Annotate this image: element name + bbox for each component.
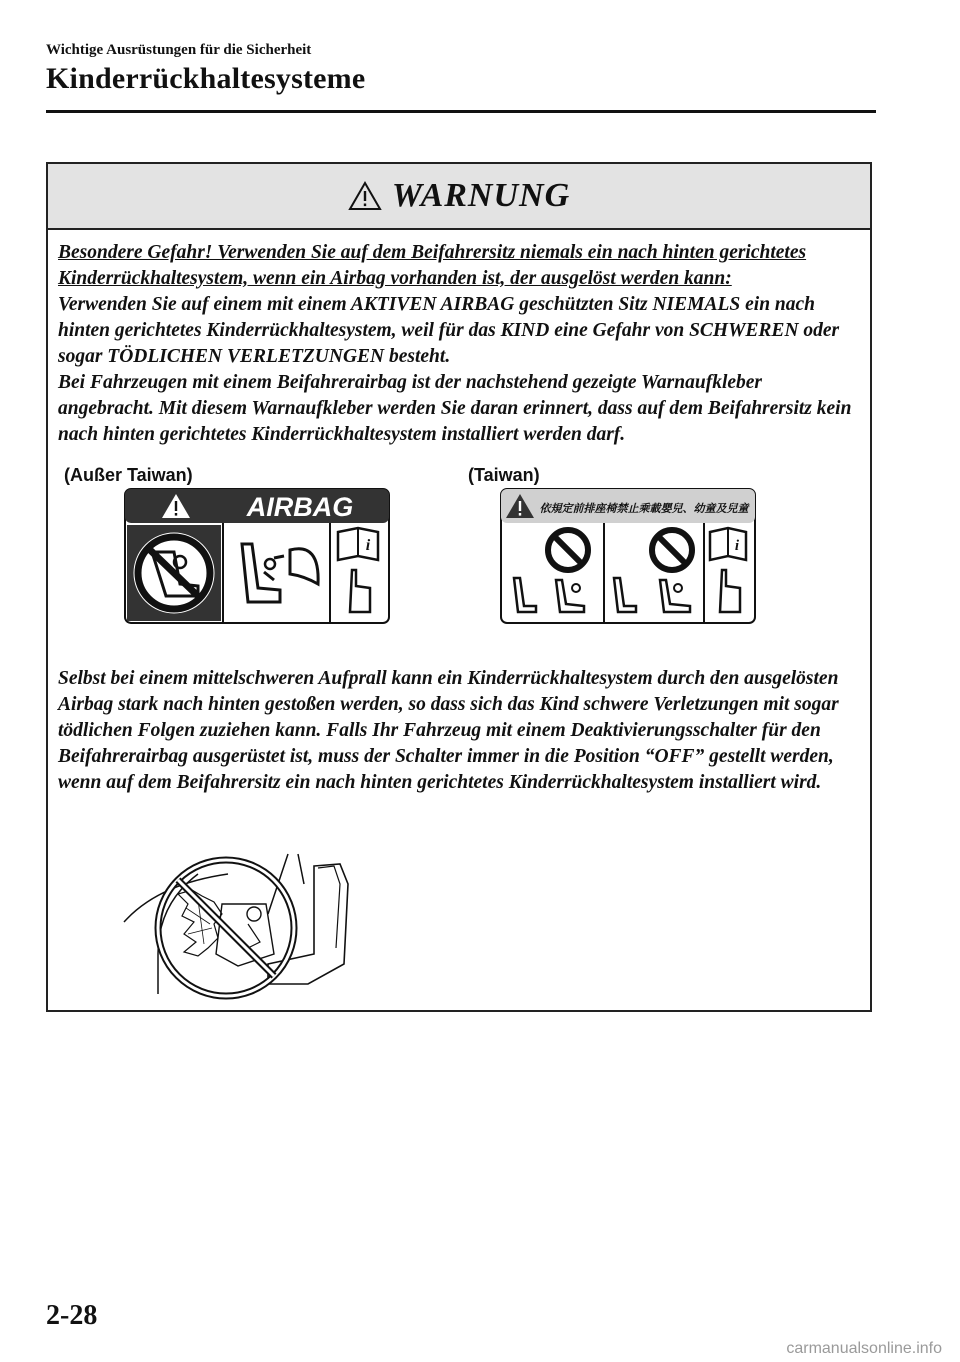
airbag-labels (58, 465, 858, 660)
warning-paragraph-3: Selbst bei einem mittelschweren Aufprall kann ein Kinderrückhaltesystem durch den ausgelösten Airbag stark nach hinten gestoßen werden, so dass sich das Kind schwere Verletzungen mit sogar tödlichen Folgen zuziehen kann. Falls Ihr Fahrzeug mit einem Deaktivierungsschalter für den Beifahrerairbag ausgerüstet ist, muss der Schalter immer in die Position “OFF” gestellt werden, wenn auf dem Beifahrersitz ein nach hinten gerichtetes Kinderrückhaltesystem installiert wird. (58, 668, 839, 793)
label-caption-right: (Taiwan) (468, 465, 540, 485)
warning-triangle-icon (348, 181, 382, 211)
prohibited-rear-facing-seat-illustration (118, 844, 378, 1004)
svg-text:i: i (365, 537, 371, 554)
label-caption-left: (Außer Taiwan) (64, 465, 193, 485)
warning-body (48, 230, 870, 796)
page-title: Kinderrückhaltesysteme (46, 62, 366, 95)
taiwan-warning-sticker (500, 488, 756, 624)
title-divider (46, 110, 876, 113)
warning-paragraph-1: Verwenden Sie auf einem mit einem AKTIVEN AIRBAG geschützten Sitz NIEMALS ein nach hinten gerichtetes Kinderrückhaltesystem, weil für das KIND eine Gefahr von SCHWEREN oder sogar TÖDLICHEN VERLETZUNGEN besteht. (58, 294, 840, 367)
svg-text:i: i (734, 538, 740, 554)
warning-lead: Besondere Gefahr! Verwenden Sie auf dem Beifahrersitz niemals ein nach hinten gerichtetes Kinderrückhaltesystem, wenn ein Airbag vorhanden ist, der ausgelöst werden kann: (58, 242, 807, 289)
page-number: 2-28 (46, 1300, 98, 1331)
watermark: carmanualsonline.info (786, 1340, 942, 1357)
airbag-warning-sticker (124, 488, 390, 624)
warning-heading: WARNUNG (391, 177, 571, 214)
warning-paragraph-2: Bei Fahrzeugen mit einem Beifahrerairbag ist der nachstehend gezeigte Warnaufkleber angebracht. Mit diesem Warnaufkleber werden Sie daran erinnert, dass auf dem Beifahrersitz kein nach hinten gerichtetes Kinderrückhaltesystem installiert werden darf. (58, 372, 852, 445)
warning-box (46, 162, 872, 1012)
section-label: Wichtige Ausrüstungen für die Sicherheit (46, 42, 312, 58)
airbag-sticker-text: AIRBAG (246, 492, 354, 522)
warning-header (48, 164, 870, 230)
taiwan-sticker-text: 依規定前排座椅禁止乘載嬰兒、幼童及兒童 (539, 502, 749, 515)
